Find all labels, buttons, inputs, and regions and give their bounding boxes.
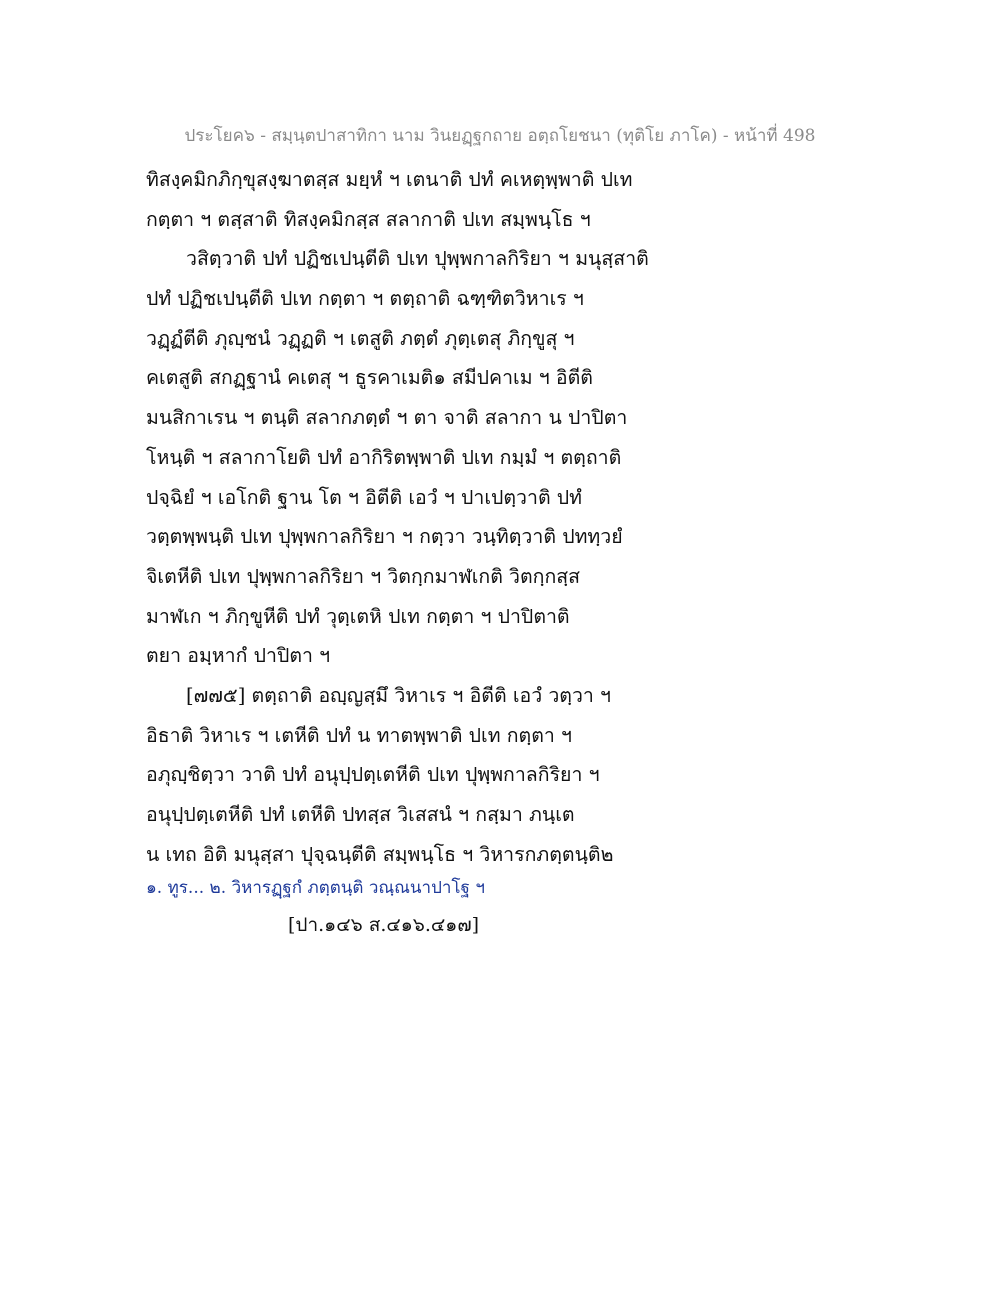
text-line: วสิตฺวาติ ปทํ ปฏิชเปนฺตีติ ปเท ปุพฺพกาลกิริยา ฯ มนุสฺสาติ: [186, 247, 649, 271]
text-line: ปจฺฉิยํ ฯ เอโกติ ฐาน โต ฯ อิตีติ เอวํ ฯ ปาเปตฺวาติ ปทํ: [146, 485, 583, 509]
text-line: อิธาติ วิหาเร ฯ เตหีติ ปทํ น ทาตพฺพาติ ปเท กตฺตา ฯ: [146, 723, 572, 747]
page-reference: [ปา.๑๔๖ ส.๔๑๖.๔๑๗]: [288, 914, 480, 936]
text-line: อภุญฺชิตฺวา วาติ ปทํ อนุปฺปตฺเตหีติ ปเท ปุพฺพกาลกิริยา ฯ: [146, 763, 600, 787]
footnote: ๑. ทูร... ๒. วิหารฏฺฐกํ ภตฺตนฺติ วณฺณนาปาโฐ ฯ: [146, 878, 485, 898]
text-line: จิเตหีติ ปเท ปุพฺพกาลกิริยา ฯ วิตกฺกมาฬเกติ วิตกฺกสฺส: [146, 564, 581, 588]
text-line: วฏฺฏํตีติ ภุญฺชนํ วฏฺฏติ ฯ เตสูติ ภตฺตํ ภุตฺเตสุ ภิกฺขูสุ ฯ: [146, 326, 575, 350]
text-line: ปทํ ปฏิชเปนฺตีติ ปเท กตฺตา ฯ ตตฺถาติ ฉฑฺฑิตวิหาเร ฯ: [146, 287, 584, 311]
text-line: กตฺตา ฯ ตสฺสาติ ทิสงฺคมิกสฺส สลากาติ ปเท สมฺพนฺโธ ฯ: [146, 207, 591, 231]
page-header: ประโยค๖ - สมฺนฺตปาสาทิกา นาม วินยฏฺฐกถาย อตฺถโยชนา (ทุติโย ภาโค) - หน้าที่ 498: [184, 126, 816, 146]
text-line: วตฺตพฺพนฺติ ปเท ปุพฺพกาลกิริยา ฯ กตฺวา วนฺทิตฺวาติ ปททฺวยํ: [146, 525, 623, 549]
text-line: อนุปฺปตฺเตหีติ ปทํ เตหีติ ปทสฺส วิเสสนํ ฯ กสฺมา ภนฺเต: [146, 803, 575, 826]
text-line: มนสิกาเรน ฯ ตนฺติ สลากภตฺตํ ฯ ตา จาติ สลากา น ปาปิตา: [146, 406, 628, 430]
text-line: คเตสูติ สกฏฺฐานํ คเตสุ ฯ ธูรคาเมติ๑ สมีปคาเม ฯ อิตีติ: [146, 366, 593, 390]
text-line: โหนฺติ ฯ สลากาโยติ ปทํ อากิริตพฺพาติ ปเท กมฺมํ ฯ ตตฺถาติ: [146, 445, 622, 469]
text-line: น เทถ อิติ มนุสฺสา ปุจฺฉนฺตีติ สมฺพนฺโธ ฯ วิหารกภตฺตนฺติ๒: [146, 842, 614, 866]
text-line: ตยา อมฺหากํ ปาปิตา ฯ: [146, 644, 331, 668]
text-line: มาฬเก ฯ ภิกฺขูหีติ ปทํ วุตฺเตหิ ปเท กตฺตา ฯ ปาปิตาติ: [146, 604, 570, 628]
text-line: [๗๗๕] ตตฺถาติ อญฺญสฺมึ วิหาเร ฯ อิตีติ เอวํ วตฺวา ฯ: [186, 683, 612, 707]
text-line: ทิสงฺคมิกภิกฺขุสงฺฆาตสฺส มยฺหํ ฯ เตนาติ ปทํ คเหตฺพฺพาติ ปเท: [146, 168, 633, 191]
body-text: [146, 160, 846, 874]
